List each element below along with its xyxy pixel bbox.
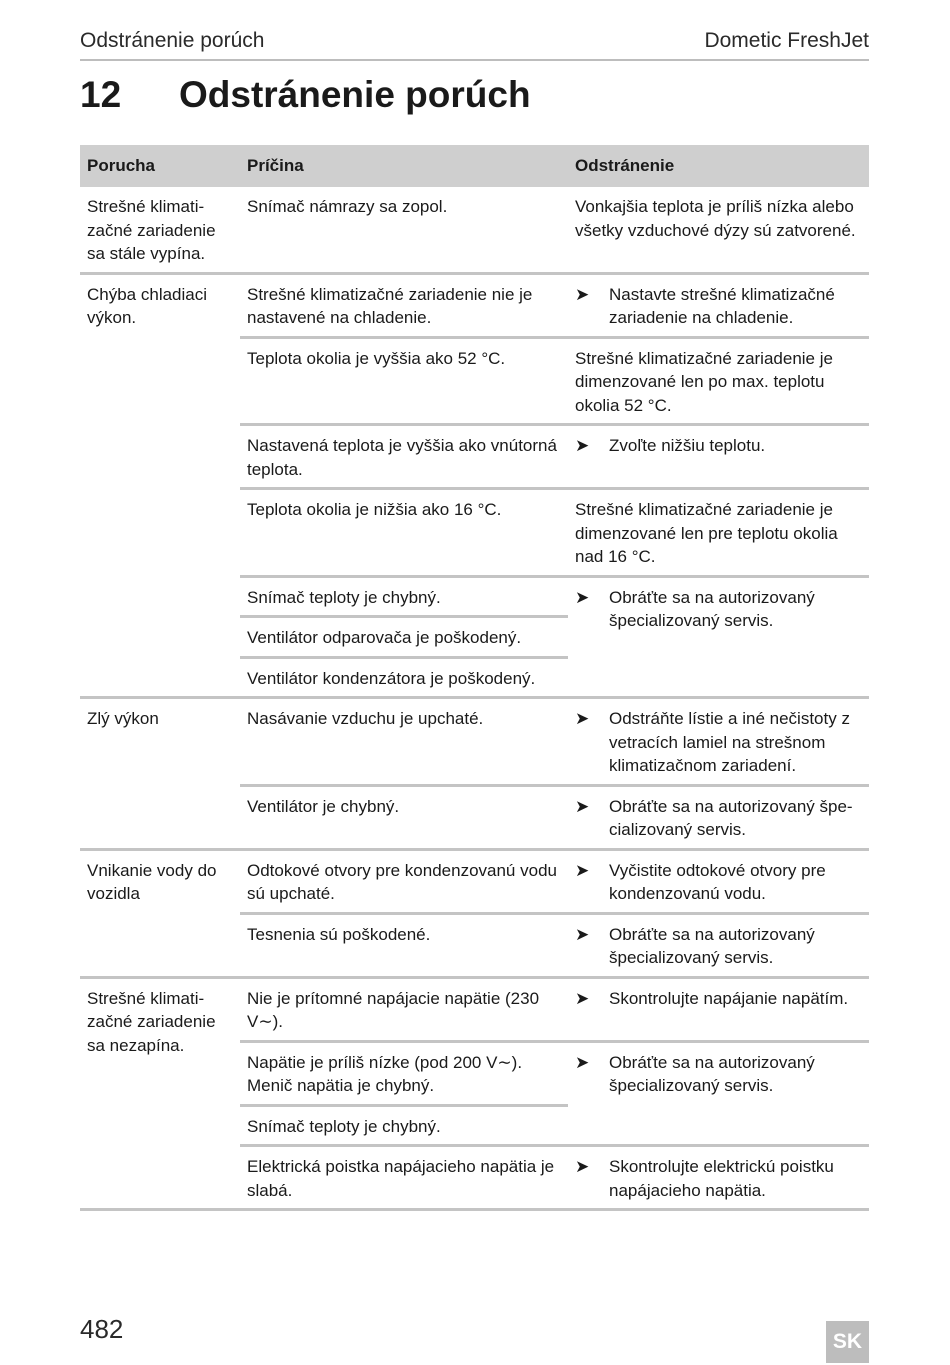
remedy-step [575, 987, 862, 1011]
troubleshooting-table [80, 145, 869, 1211]
remedy-cell [568, 1146, 869, 1210]
remedy-step [575, 1051, 862, 1098]
arrow-right-icon: ➤ [575, 1157, 590, 1176]
column-header-cause: Príčina [240, 145, 568, 187]
remedy-text: Skontrolujte elektrickú poistku napájacieho napätia. [609, 1157, 834, 1200]
remedy-cell [568, 576, 869, 698]
cause-cell: Napätie je príliš nízke (pod 200 V∼). Menič napätia je chybný. [240, 1041, 568, 1105]
cause-cell: Snímač teploty je chybný. [240, 576, 568, 617]
remedy-cell [568, 273, 869, 337]
table-row [80, 187, 869, 273]
remedy-step [575, 434, 862, 458]
remedy-text: Zvoľte nižšiu teplotu. [609, 436, 766, 455]
cause-cell: Tesnenia sú poškodené. [240, 913, 568, 977]
fault-cell: Vnikanie vody do vozidla [80, 849, 240, 977]
remedy-cell [568, 849, 869, 913]
table-row [80, 849, 869, 913]
arrow-right-icon: ➤ [575, 587, 590, 607]
arrow-right-icon: ➤ [575, 988, 590, 1008]
cause-cell: Nasávanie vzduchu je upchaté. [240, 698, 568, 786]
remedy-text: Odstráňte lístie a iné nečistoty z vetracích lamiel na strešnom klimatizačnom zariadení. [609, 709, 850, 775]
fault-cell: Zlý výkon [80, 698, 240, 850]
arrow-right-icon: ➤ [575, 284, 590, 304]
table-row [80, 698, 869, 786]
arrow-right-icon: ➤ [575, 709, 590, 728]
cause-cell: Nastavená teplota je vyššia ako vnútorná teplota. [240, 425, 568, 489]
arrow-right-icon: ➤ [575, 436, 590, 455]
remedy-cell [568, 913, 869, 977]
fault-cell: Strešné klimati-začné zariadenie sa stále vypína. [80, 187, 240, 273]
remedy-cell [568, 425, 869, 489]
table-header-row [80, 145, 869, 187]
remedy-text: Nastavte strešné klimatizačné zariadenie na chladenie. [609, 284, 835, 327]
column-header-fault: Porucha [80, 145, 240, 187]
table-row [80, 273, 869, 337]
cause-cell: Ventilátor odparovača je poškodený. [240, 617, 568, 658]
arrow-right-icon: ➤ [575, 860, 590, 880]
cause-cell: Snímač námrazy sa zopol. [240, 187, 568, 273]
header-product-name: Dometic FreshJet [704, 29, 869, 52]
remedy-text: Skontrolujte napájanie napätím. [609, 988, 849, 1008]
remedy-cell: Strešné klimatizačné zariadenie je dimenzované len pre teplotu okolia nad 16 °C. [568, 489, 869, 577]
remedy-text: Obráťte sa na autorizovaný špe-cializovaný servis. [609, 796, 853, 839]
column-header-remedy: Odstránenie [568, 145, 869, 187]
remedy-cell [568, 1041, 869, 1146]
remedy-cell [568, 977, 869, 1041]
remedy-step [575, 859, 862, 906]
remedy-cell: Vonkajšia teplota je príliš nízka alebo všetky vzduchové dýzy sú zatvorené. [568, 187, 869, 273]
remedy-step [575, 283, 862, 330]
remedy-text: Vyčistite odtokové otvory pre kondenzovanú vodu. [609, 860, 826, 903]
remedy-step [575, 1155, 862, 1202]
remedy-step [575, 707, 862, 778]
remedy-cell: Strešné klimatizačné zariadenie je dimenzované len po max. teplotu okolia 52 °C. [568, 337, 869, 425]
cause-cell: Nie je prítomné napájacie napätie (230 V∼). [240, 977, 568, 1041]
page-header [80, 28, 869, 61]
remedy-step [575, 795, 862, 842]
remedy-cell [568, 698, 869, 786]
cause-cell: Elektrická poistka napájacieho napätia je slabá. [240, 1146, 568, 1210]
cause-cell: Ventilátor je chybný. [240, 785, 568, 849]
cause-cell: Teplota okolia je nižšia ako 16 °C. [240, 489, 568, 577]
arrow-right-icon: ➤ [575, 796, 590, 816]
cause-cell: Ventilátor kondenzátora je poškodený. [240, 657, 568, 698]
fault-cell: Chýba chladiaci výkon. [80, 273, 240, 698]
language-badge: SK [826, 1321, 869, 1363]
remedy-cell [568, 785, 869, 849]
cause-cell: Strešné klimatizačné zariadenie nie je nastavené na chladenie. [240, 273, 568, 337]
fault-cell: Strešné klimati-začné zariadenie sa nezapína. [80, 977, 240, 1210]
page-number: 482 [80, 1314, 124, 1344]
cause-cell: Teplota okolia je vyššia ako 52 °C. [240, 337, 568, 425]
remedy-text: Obráťte sa na autorizovaný špecializovaný servis. [609, 1052, 815, 1095]
remedy-step [575, 923, 862, 970]
remedy-step [575, 586, 862, 633]
arrow-right-icon: ➤ [575, 1052, 590, 1072]
arrow-right-icon: ➤ [575, 924, 590, 944]
chapter-number: 12 [80, 74, 122, 115]
remedy-text: Obráťte sa na autorizovaný špecializovaný servis. [609, 924, 815, 967]
table-row [80, 977, 869, 1041]
cause-cell: Snímač teploty je chybný. [240, 1105, 568, 1146]
cause-cell: Odtokové otvory pre kondenzovanú vodu sú upchaté. [240, 849, 568, 913]
header-section-title: Odstránenie porúch [80, 29, 265, 52]
chapter-title: Odstránenie porúch [179, 74, 531, 115]
remedy-text: Obráťte sa na autorizovaný špecializovaný servis. [609, 587, 815, 630]
